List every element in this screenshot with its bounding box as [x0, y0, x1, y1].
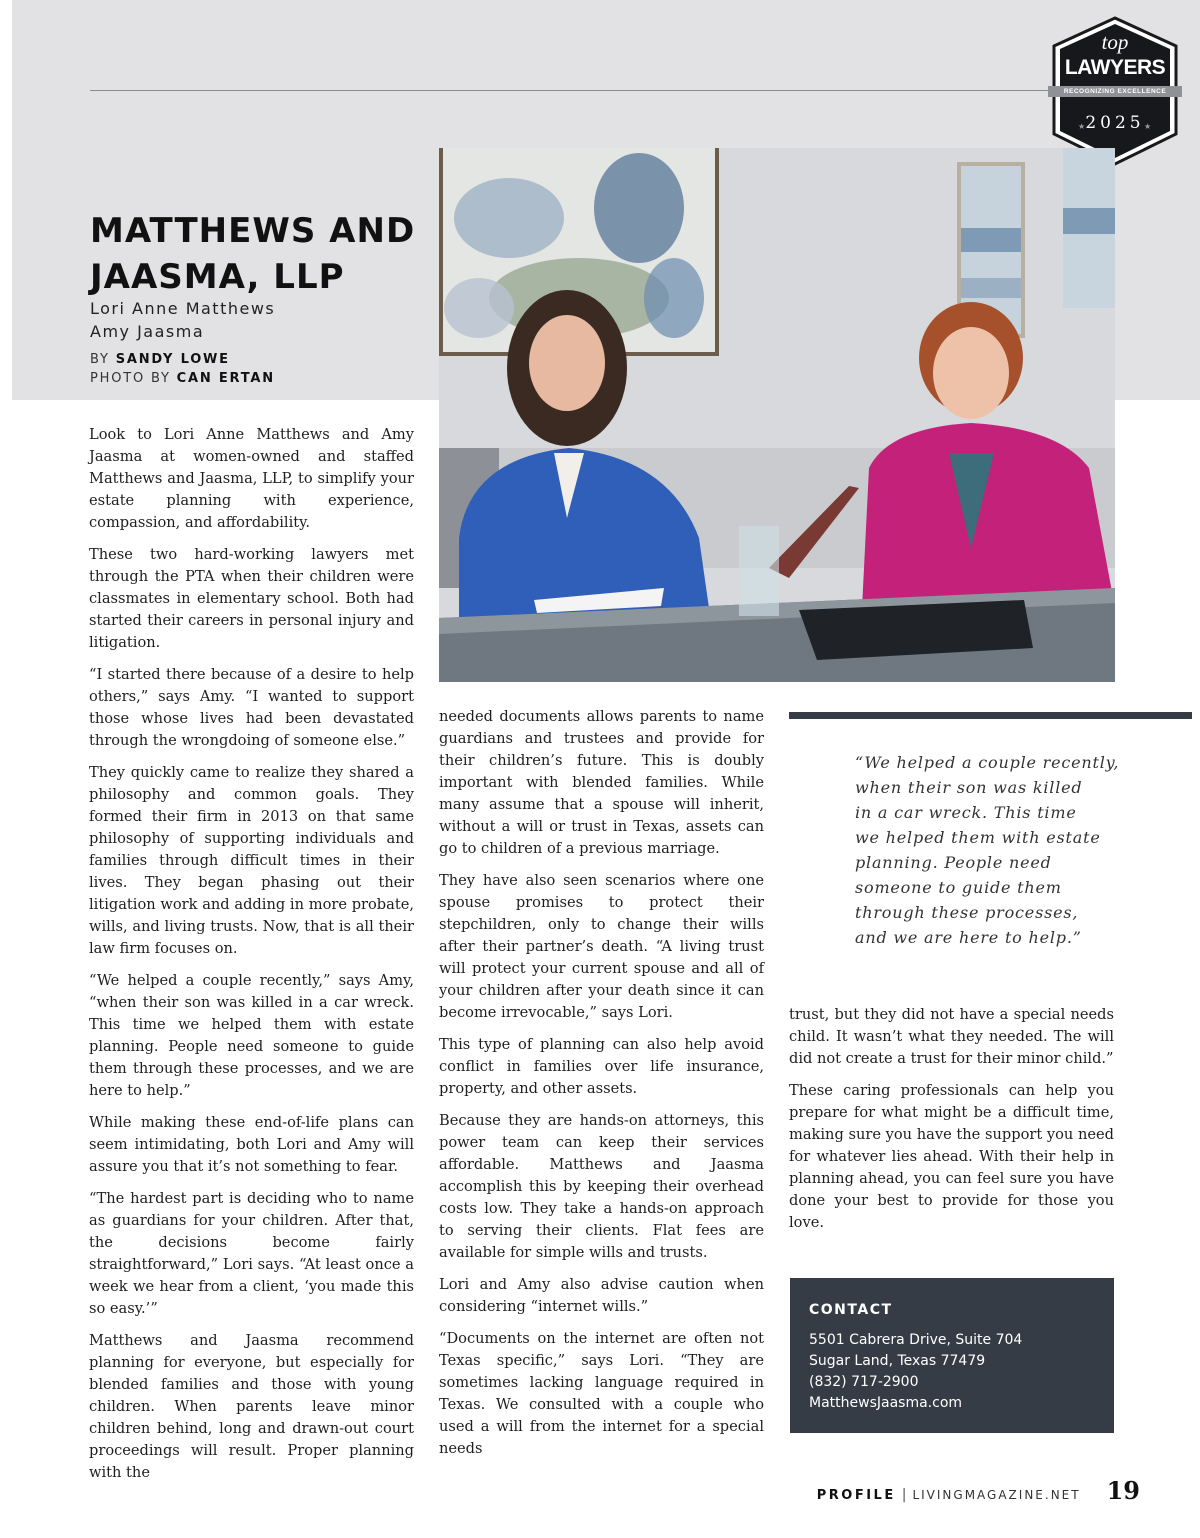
- paragraph: While making these end-of-life plans can seem intimidating, both Lori and Amy will assure you that it’s not something to fear.: [89, 1114, 414, 1175]
- paragraph: They quickly came to realize they shared a philosophy and common goals. They formed their firm in 2013 on that same philosophy of supporting individuals and families through difficult times in their lives. They began phasing out their litigation work and adding in more probate, wills, and living trusts. Now, that is all their law firm focuses on.: [89, 764, 414, 957]
- article-column-2: [439, 706, 764, 1470]
- photo-credit-prefix: PHOTO BY: [90, 371, 171, 386]
- article-title: [90, 208, 420, 300]
- badge-year: 2025: [1085, 113, 1145, 133]
- contact-heading: CONTACT: [809, 1302, 893, 1318]
- pull-quote: [855, 750, 1125, 950]
- svg-text:★: ★: [1078, 122, 1086, 131]
- pull-quote-line: “We helped a couple recently,: [855, 753, 1120, 772]
- attorney-name: Amy Jaasma: [90, 322, 205, 341]
- pull-quote-line: in a car wreck. This time: [855, 803, 1077, 822]
- paragraph: Matthews and Jaasma recommend planning for everyone, but especially for blended families and those with young children. When parents leave minor children behind, long and drawn-out court proceedings will result. Proper planning with the: [89, 1332, 414, 1481]
- paragraph: Because they are hands-on attorneys, this power team can keep their services affordable. Matthews and Jaasma accomplish this by keeping their overhead costs low. They take a hands-on approach to serving their clients. Flat fees are available for simple wills and trusts.: [439, 1112, 764, 1261]
- page-footer: [760, 1476, 1140, 1506]
- attorneys-photo: [439, 148, 1115, 682]
- pull-quote-rule: [789, 712, 1192, 719]
- pull-quote-line: we helped them with estate: [855, 828, 1101, 847]
- header-rule: [90, 90, 1050, 91]
- pull-quote-line: when their son was killed: [855, 778, 1083, 797]
- footer-site-link[interactable]: LIVINGMAGAZINE.NET: [912, 1488, 1081, 1502]
- paragraph: “We helped a couple recently,” says Amy, “when their son was killed in a car wreck. This time we helped them with estate planning. People need someone to guide them through these processes, and we are here to help.”: [89, 972, 414, 1099]
- photo-credit: [90, 370, 410, 388]
- paragraph: Look to Lori Anne Matthews and Amy Jaasma at women-owned and staffed Matthews and Jaasma, LLP, to simplify your estate planning with experience, compassion, and affordability.: [89, 426, 414, 531]
- paragraph: “Documents on the internet are often not Texas specific,” says Lori. “They are sometimes lacking language required in Texas. We consulted with a couple who used a will from the internet for a special needs: [439, 1330, 764, 1457]
- contact-address-line-1: 5501 Cabrera Drive, Suite 704: [809, 1332, 1023, 1348]
- contact-website-link[interactable]: MatthewsJaasma.com: [809, 1395, 963, 1411]
- paragraph: These caring professionals can help you prepare for what might be a difficult time, making sure you have the support you need for whatever lies ahead. With their help in planning ahead, you can feel sure you have done your best to provide for those you love.: [789, 1082, 1114, 1231]
- paragraph: “The hardest part is deciding who to name as guardians for your children. After that, the decisions become fairly straightforward,” Lori says. “At least once a week we hear from a client, ‘you made this so easy.’”: [89, 1190, 414, 1317]
- paragraph: This type of planning can also help avoid conflict in families over life insurance, property, and other assets.: [439, 1036, 764, 1097]
- paragraph: Lori and Amy also advise caution when considering “internet wills.”: [439, 1276, 764, 1315]
- paragraph: “I started there because of a desire to help others,” says Amy. “I wanted to support those whose lives had been devastated through the wrongdoing of someone else.”: [89, 666, 414, 749]
- badge-ribbon: RECOGNIZING EXCELLENCE: [1048, 86, 1182, 97]
- paragraph: They have also seen scenarios where one spouse promises to protect their stepchildren, only to change their wills after their partner’s death. “A living trust will protect your current spouse and all of your children after your death since it can become irrevocable,” says Lori.: [439, 872, 764, 1021]
- title-line-2: JAASMA, LLP: [90, 257, 345, 297]
- contact-phone[interactable]: (832) 717-2900: [809, 1374, 919, 1390]
- pull-quote-line: someone to guide them: [855, 878, 1062, 897]
- paragraph: These two hard-working lawyers met through the PTA when their children were classmates in elementary school. Both had started their careers in personal injury and litigation.: [89, 546, 414, 651]
- attorney-name: Lori Anne Matthews: [90, 299, 276, 318]
- byline-prefix: BY: [90, 352, 110, 367]
- badge-lawyers-text: LAWYERS: [1064, 56, 1166, 79]
- title-line-1: MATTHEWS AND: [90, 211, 416, 251]
- byline: [90, 351, 410, 369]
- photo-credit-name: CAN ERTAN: [176, 371, 275, 386]
- contact-box: [790, 1278, 1114, 1433]
- pull-quote-line: and we are here to help.”: [855, 928, 1082, 947]
- article-column-3: [789, 1004, 1114, 1244]
- page-number: 19: [1106, 1476, 1140, 1505]
- pull-quote-line: through these processes,: [855, 903, 1079, 922]
- badge-top-text: top: [1101, 30, 1129, 54]
- pull-quote-line: planning. People need: [855, 853, 1052, 872]
- svg-text:★: ★: [1144, 122, 1152, 131]
- contact-address-line-2: Sugar Land, Texas 77479: [809, 1353, 986, 1369]
- footer-section: PROFILE: [816, 1488, 896, 1503]
- paragraph: needed documents allows parents to name guardians and trustees and provide for their children’s future. This is doubly important with blended families. While many assume that a spouse will inherit, without a will or trust in Texas, assets can go to children of a previous marriage.: [439, 708, 764, 857]
- byline-author: SANDY LOWE: [115, 352, 230, 367]
- article-column-1: [89, 424, 414, 1494]
- paragraph: trust, but they did not have a special needs child. It wasn’t what they needed. The will did not create a trust for their minor child.”: [789, 1006, 1114, 1067]
- footer-separator: |: [901, 1487, 907, 1503]
